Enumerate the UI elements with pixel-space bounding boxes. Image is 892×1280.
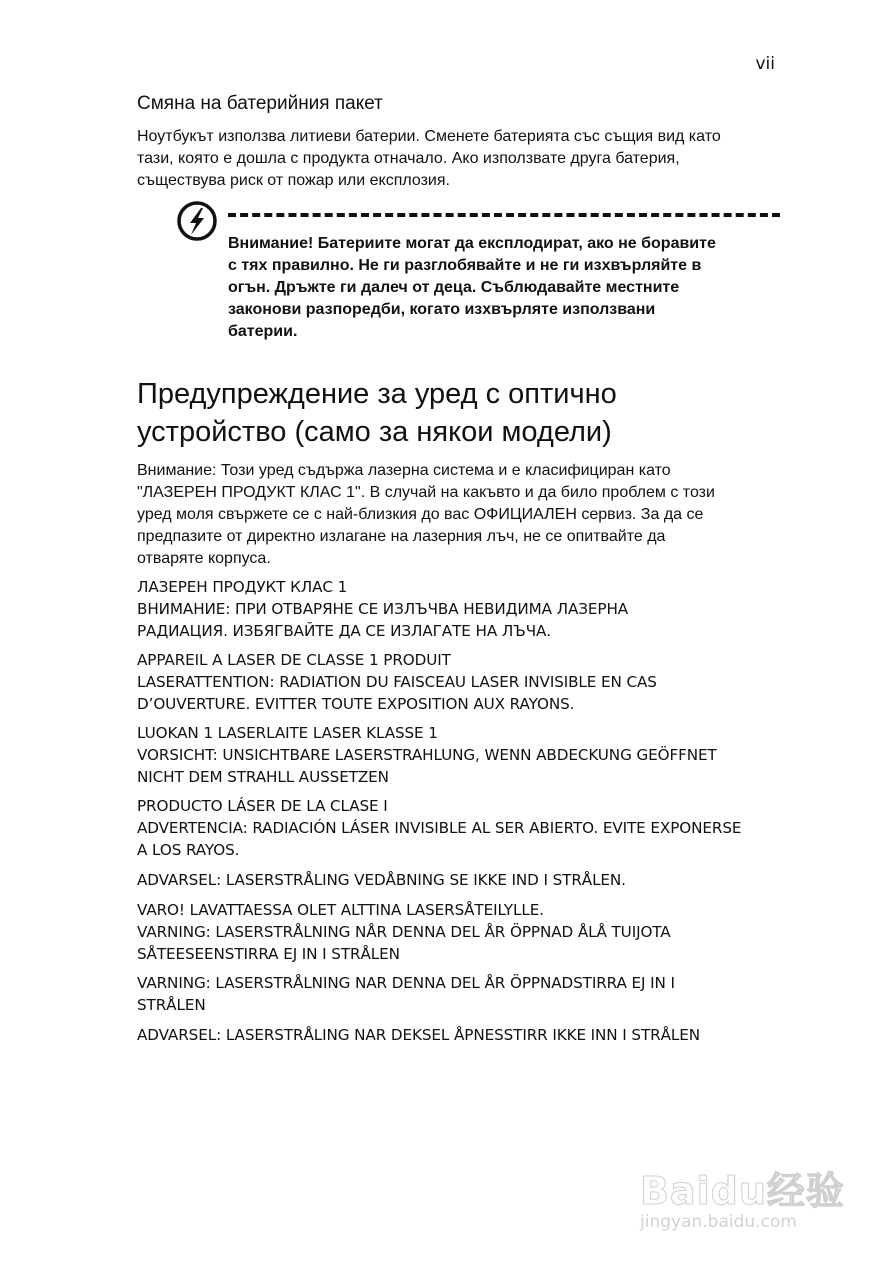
notice-line: ВНИМАНИЕ: ПРИ ОТВАРЯНЕ СЕ ИЗЛЪЧВА НЕВИДИМА ЛАЗЕРНА: [137, 600, 629, 618]
warning-line: законови разпоредби, когато изхвърляте използвани: [228, 301, 656, 318]
intro-line: предпазите от директно излагане на лазерния лъч, не се опитвайте да: [137, 528, 666, 545]
notice-line: VARO! LAVATTAESSA OLET ALTTINA LASERSÅTEILYLLE.: [137, 901, 544, 919]
warning-line: Внимание! Батериите могат да експлодират, ако не боравите: [228, 235, 716, 252]
battery-heading: Смяна на батерийния пакет: [137, 93, 383, 114]
notice-line: РАДИАЦИЯ. ИЗБЯГВАЙТЕ ДА СЕ ИЗЛАГАТЕ НА ЛЪЧА.: [137, 622, 552, 640]
battery-paragraph: [137, 126, 787, 192]
page-number: vii: [755, 54, 775, 74]
laser-notice-french: [137, 649, 797, 715]
title-line: устройство (само за някои модели): [137, 416, 612, 448]
warning-line: огън. Дръжте ги далеч от деца. Съблюдавайте местните: [228, 279, 680, 296]
notice-line: ADVERTENCIA: RADIACIÓN LÁSER INVISIBLE AL SER ABIERTO. EVITE EXPONERSE: [137, 819, 742, 837]
warning-line: с тях правилно. Не ги разглобявайте и не ги изхвърляйте в: [228, 257, 702, 274]
laser-notice-danish: [137, 869, 797, 891]
battery-warning-callout: [176, 197, 780, 347]
notice-line: ADVARSEL: LASERSTRÅLING VEDÅBNING SE IKKE IND I STRÅLEN.: [137, 871, 626, 889]
notice-line: NICHT DEM STRAHLL AUSSETZEN: [137, 768, 389, 786]
notice-line: SÅTEESEENSTIRRA EJ IN I STRÅLEN: [137, 945, 400, 963]
notice-line: ЛАЗЕРЕН ПРОДУКТ КЛАС 1: [137, 578, 348, 596]
warning-line: батерии.: [228, 323, 298, 340]
title-line: Предупреждение за уред с оптично: [137, 378, 617, 410]
warning-dashed-rule: [228, 213, 780, 217]
notice-line: STRÅLEN: [137, 996, 206, 1014]
notice-line: A LOS RAYOS.: [137, 841, 240, 859]
warning-text: [228, 233, 776, 343]
intro-line: отваряте корпуса.: [137, 550, 271, 567]
intro-line: уред моля свържете се с най-близкия до вас ОФИЦИАЛЕН сервиз. За да се: [137, 506, 704, 523]
laser-notice-bulgarian: [137, 576, 797, 642]
laser-notice-swedish: [137, 972, 797, 1016]
notice-line: APPAREIL A LASER DE CLASSE 1 PRODUIT: [137, 651, 451, 669]
notice-line: ADVARSEL: LASERSTRÅLING NAR DEKSEL ÅPNESSTIRR IKKE INN I STRÅLEN: [137, 1026, 700, 1044]
warning-bolt-icon: [176, 200, 218, 242]
notice-line: VORSICHT: UNSICHTBARE LASERSTRAHLUNG, WENN ABDECKUNG GEÖFFNET: [137, 746, 717, 764]
intro-line: Внимание: Този уред съдържа лазерна система и е класифициран като: [137, 462, 671, 479]
notice-line: VARNING: LASERSTRÅLNING NÅR DENNA DEL ÅR ÖPPNAD ÅLÅ TUIJOTA: [137, 923, 671, 941]
optical-intro-paragraph: [137, 460, 787, 570]
notice-line: PRODUCTO LÁSER DE LA CLASE I: [137, 797, 388, 815]
notice-line: D’OUVERTURE. EVITTER TOUTE EXPOSITION AUX RAYONS.: [137, 695, 575, 713]
notice-line: VARNING: LASERSTRÅLNING NAR DENNA DEL ÅR ÖPPNADSTIRRA EJ IN I: [137, 974, 675, 992]
watermark-logo: Baidu经验: [640, 1169, 845, 1213]
laser-notice-norwegian: [137, 1024, 797, 1046]
optical-section-title: [137, 375, 817, 451]
notice-line: LUOKAN 1 LASERLAITE LASER KLASSE 1: [137, 724, 438, 742]
baidu-watermark: [640, 1160, 860, 1250]
battery-line: Ноутбукът използва литиеви батерии. Сменете батерията със същия вид като: [137, 128, 721, 145]
notice-line: LASERATTENTION: RADIATION DU FAISCEAU LASER INVISIBLE EN CAS: [137, 673, 657, 691]
intro-line: "ЛАЗЕРЕН ПРОДУКТ КЛАС 1". В случай на какъвто и да било проблем с този: [137, 484, 715, 501]
laser-notice-spanish: [137, 795, 797, 861]
watermark-url: jingyan.baidu.com: [640, 1212, 797, 1232]
battery-line: съществува риск от пожар или експлозия.: [137, 172, 450, 189]
laser-notice-finnish-swedish: [137, 899, 797, 965]
battery-line: тази, която е дошла с продукта отначало. Ако използвате друга батерия,: [137, 150, 680, 167]
laser-notice-german: [137, 722, 797, 788]
